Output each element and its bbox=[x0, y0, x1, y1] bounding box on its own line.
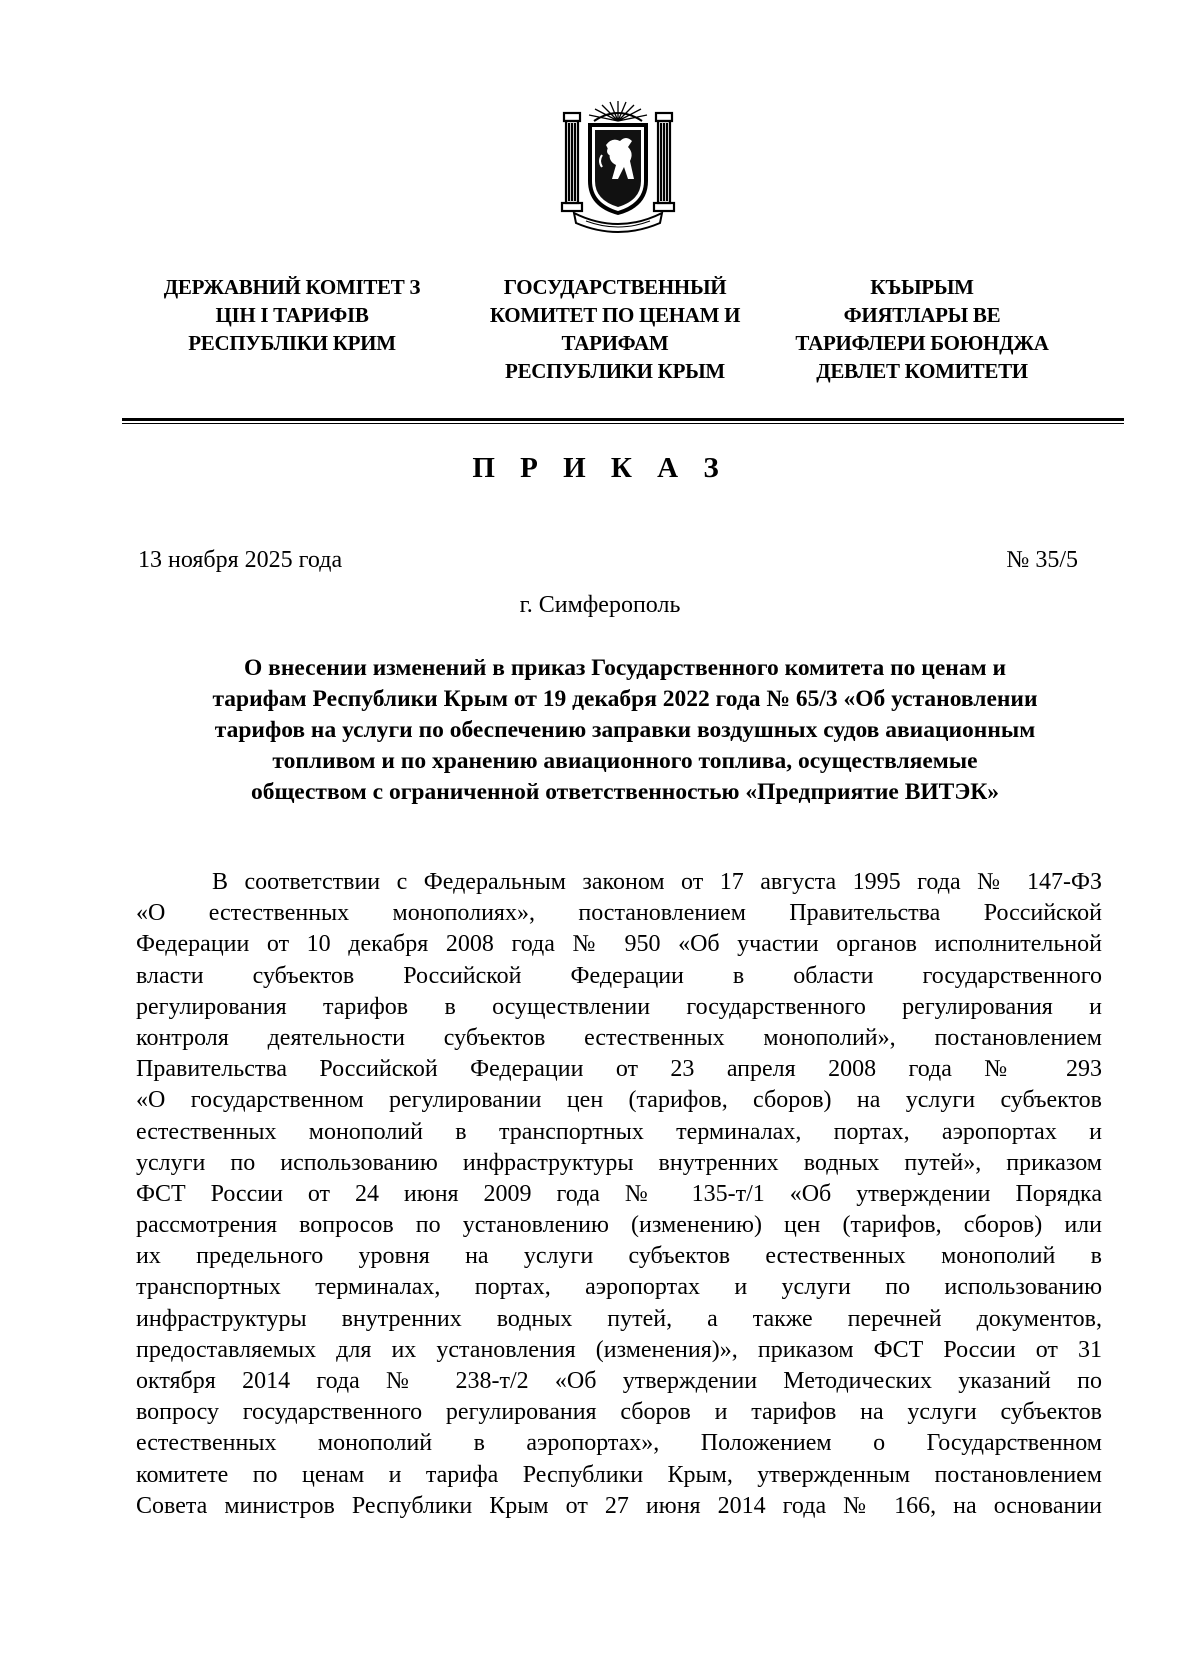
body-line: Совета министров Республики Крым от 27 июня 2014 года № 166, на основании bbox=[136, 1492, 1102, 1519]
body-line: естественных монополий в аэропортах», Положением о Государственном bbox=[136, 1430, 1102, 1457]
body-line: транспортных терминалах, портах, аэропортах и услуги по использованию bbox=[136, 1274, 1102, 1301]
body-line: предоставляемых для их установления (изменения)», приказом ФСТ России от 31 bbox=[136, 1336, 1102, 1363]
body-line: октября 2014 года № 238-т/2 «Об утверждении Методических указаний по bbox=[136, 1368, 1102, 1394]
header-ukrainian bbox=[142, 273, 442, 357]
document-date: 13 ноября 2025 года bbox=[138, 547, 343, 573]
header-line: КОМИТЕТ ПО ЦЕНАМ И bbox=[489, 303, 741, 327]
body-line: контроля деятельности субъектов естественных монополий», постановлением bbox=[136, 1024, 1102, 1051]
body-line: услуги по использованию инфраструктуры внутренних водных путей», приказом bbox=[136, 1149, 1102, 1176]
subject-line: О внесении изменений в приказ Государственного комитета по ценам и bbox=[244, 655, 1006, 681]
header-line: РЕСПУБЛІКИ КРИМ bbox=[188, 331, 396, 355]
document-number: № 35/5 bbox=[1006, 547, 1078, 573]
body-line: «О государственном регулировании цен (тарифов, сборов) на услуги субъектов bbox=[136, 1087, 1102, 1114]
body-line: естественных монополий в транспортных терминалах, портах, аэропортах и bbox=[136, 1118, 1102, 1145]
document-subject bbox=[150, 653, 1100, 808]
header-line: ДЕРЖАВНИЙ КОМІТЕТ З bbox=[163, 275, 421, 299]
document-title: П Р И К А З bbox=[472, 452, 728, 484]
body-line: власти субъектов Российской Федерации в области государственного bbox=[136, 962, 1102, 989]
header-line: РЕСПУБЛИКИ КРЫМ bbox=[505, 359, 725, 383]
subject-line: тарифам Республики Крым от 19 декабря 2022 года № 65/3 «Об установлении bbox=[212, 686, 1038, 712]
header-line: ГОСУДАРСТВЕННЫЙ bbox=[503, 275, 727, 299]
document-city: г. Симферополь bbox=[519, 592, 681, 618]
body-line: их предельного уровня на услуги субъектов естественных монополий в bbox=[136, 1243, 1102, 1270]
subject-line: тарифов на услуги по обеспечению заправки воздушных судов авиационным bbox=[214, 717, 1036, 743]
header-crimean-tatar bbox=[772, 273, 1072, 385]
body-line: Правительства Российской Федерации от 23 апреля 2008 года № 293 bbox=[136, 1056, 1102, 1083]
body-line: Федерации от 10 декабря 2008 года № 950 «Об участии органов исполнительной bbox=[136, 931, 1102, 958]
header-line: ТАРИФАМ bbox=[561, 331, 669, 355]
body-line: инфраструктуры внутренних водных путей, а также перечней документов, bbox=[136, 1305, 1102, 1332]
body-line: В соответствии с Федеральным законом от 17 августа 1995 года № 147-ФЗ bbox=[212, 869, 1102, 895]
subject-line: обществом с ограниченной ответственностью «Предприятие ВИТЭК» bbox=[250, 779, 1000, 805]
header-line: ТАРИФЛЕРИ БОЮНДЖА bbox=[795, 331, 1049, 355]
header-line: ЦІН І ТАРИФІВ bbox=[215, 303, 369, 327]
body-line: комитете по ценам и тарифа Республики Крым, утвержденным постановлением bbox=[136, 1461, 1102, 1488]
header-line: ДЕВЛЕТ КОМИТЕТИ bbox=[816, 359, 1028, 383]
body-line: рассмотрения вопросов по установлению (изменению) цен (тарифов, сборов) или bbox=[136, 1212, 1102, 1239]
document-body bbox=[136, 867, 1102, 1522]
header-line: КЪЫРЫМ bbox=[870, 275, 974, 299]
header-divider-thin bbox=[122, 423, 1124, 424]
body-line: ФСТ России от 24 июня 2009 года № 135-т/1 «Об утверждении Порядка bbox=[136, 1180, 1102, 1207]
header-line: ФИЯТЛАРЫ ВЕ bbox=[843, 303, 1001, 327]
crimea-coat-of-arms-icon bbox=[556, 95, 680, 235]
header-russian bbox=[460, 273, 770, 385]
body-line: «О естественных монополиях», постановлением Правительства Российской bbox=[136, 900, 1102, 927]
body-line: регулирования тарифов в осуществлении государственного регулирования и bbox=[136, 993, 1102, 1020]
body-line: вопросу государственного регулирования сборов и тарифов на услуги субъектов bbox=[136, 1399, 1102, 1426]
header-divider bbox=[122, 418, 1124, 421]
subject-line: топливом и по хранению авиационного топлива, осуществляемые bbox=[272, 748, 978, 774]
